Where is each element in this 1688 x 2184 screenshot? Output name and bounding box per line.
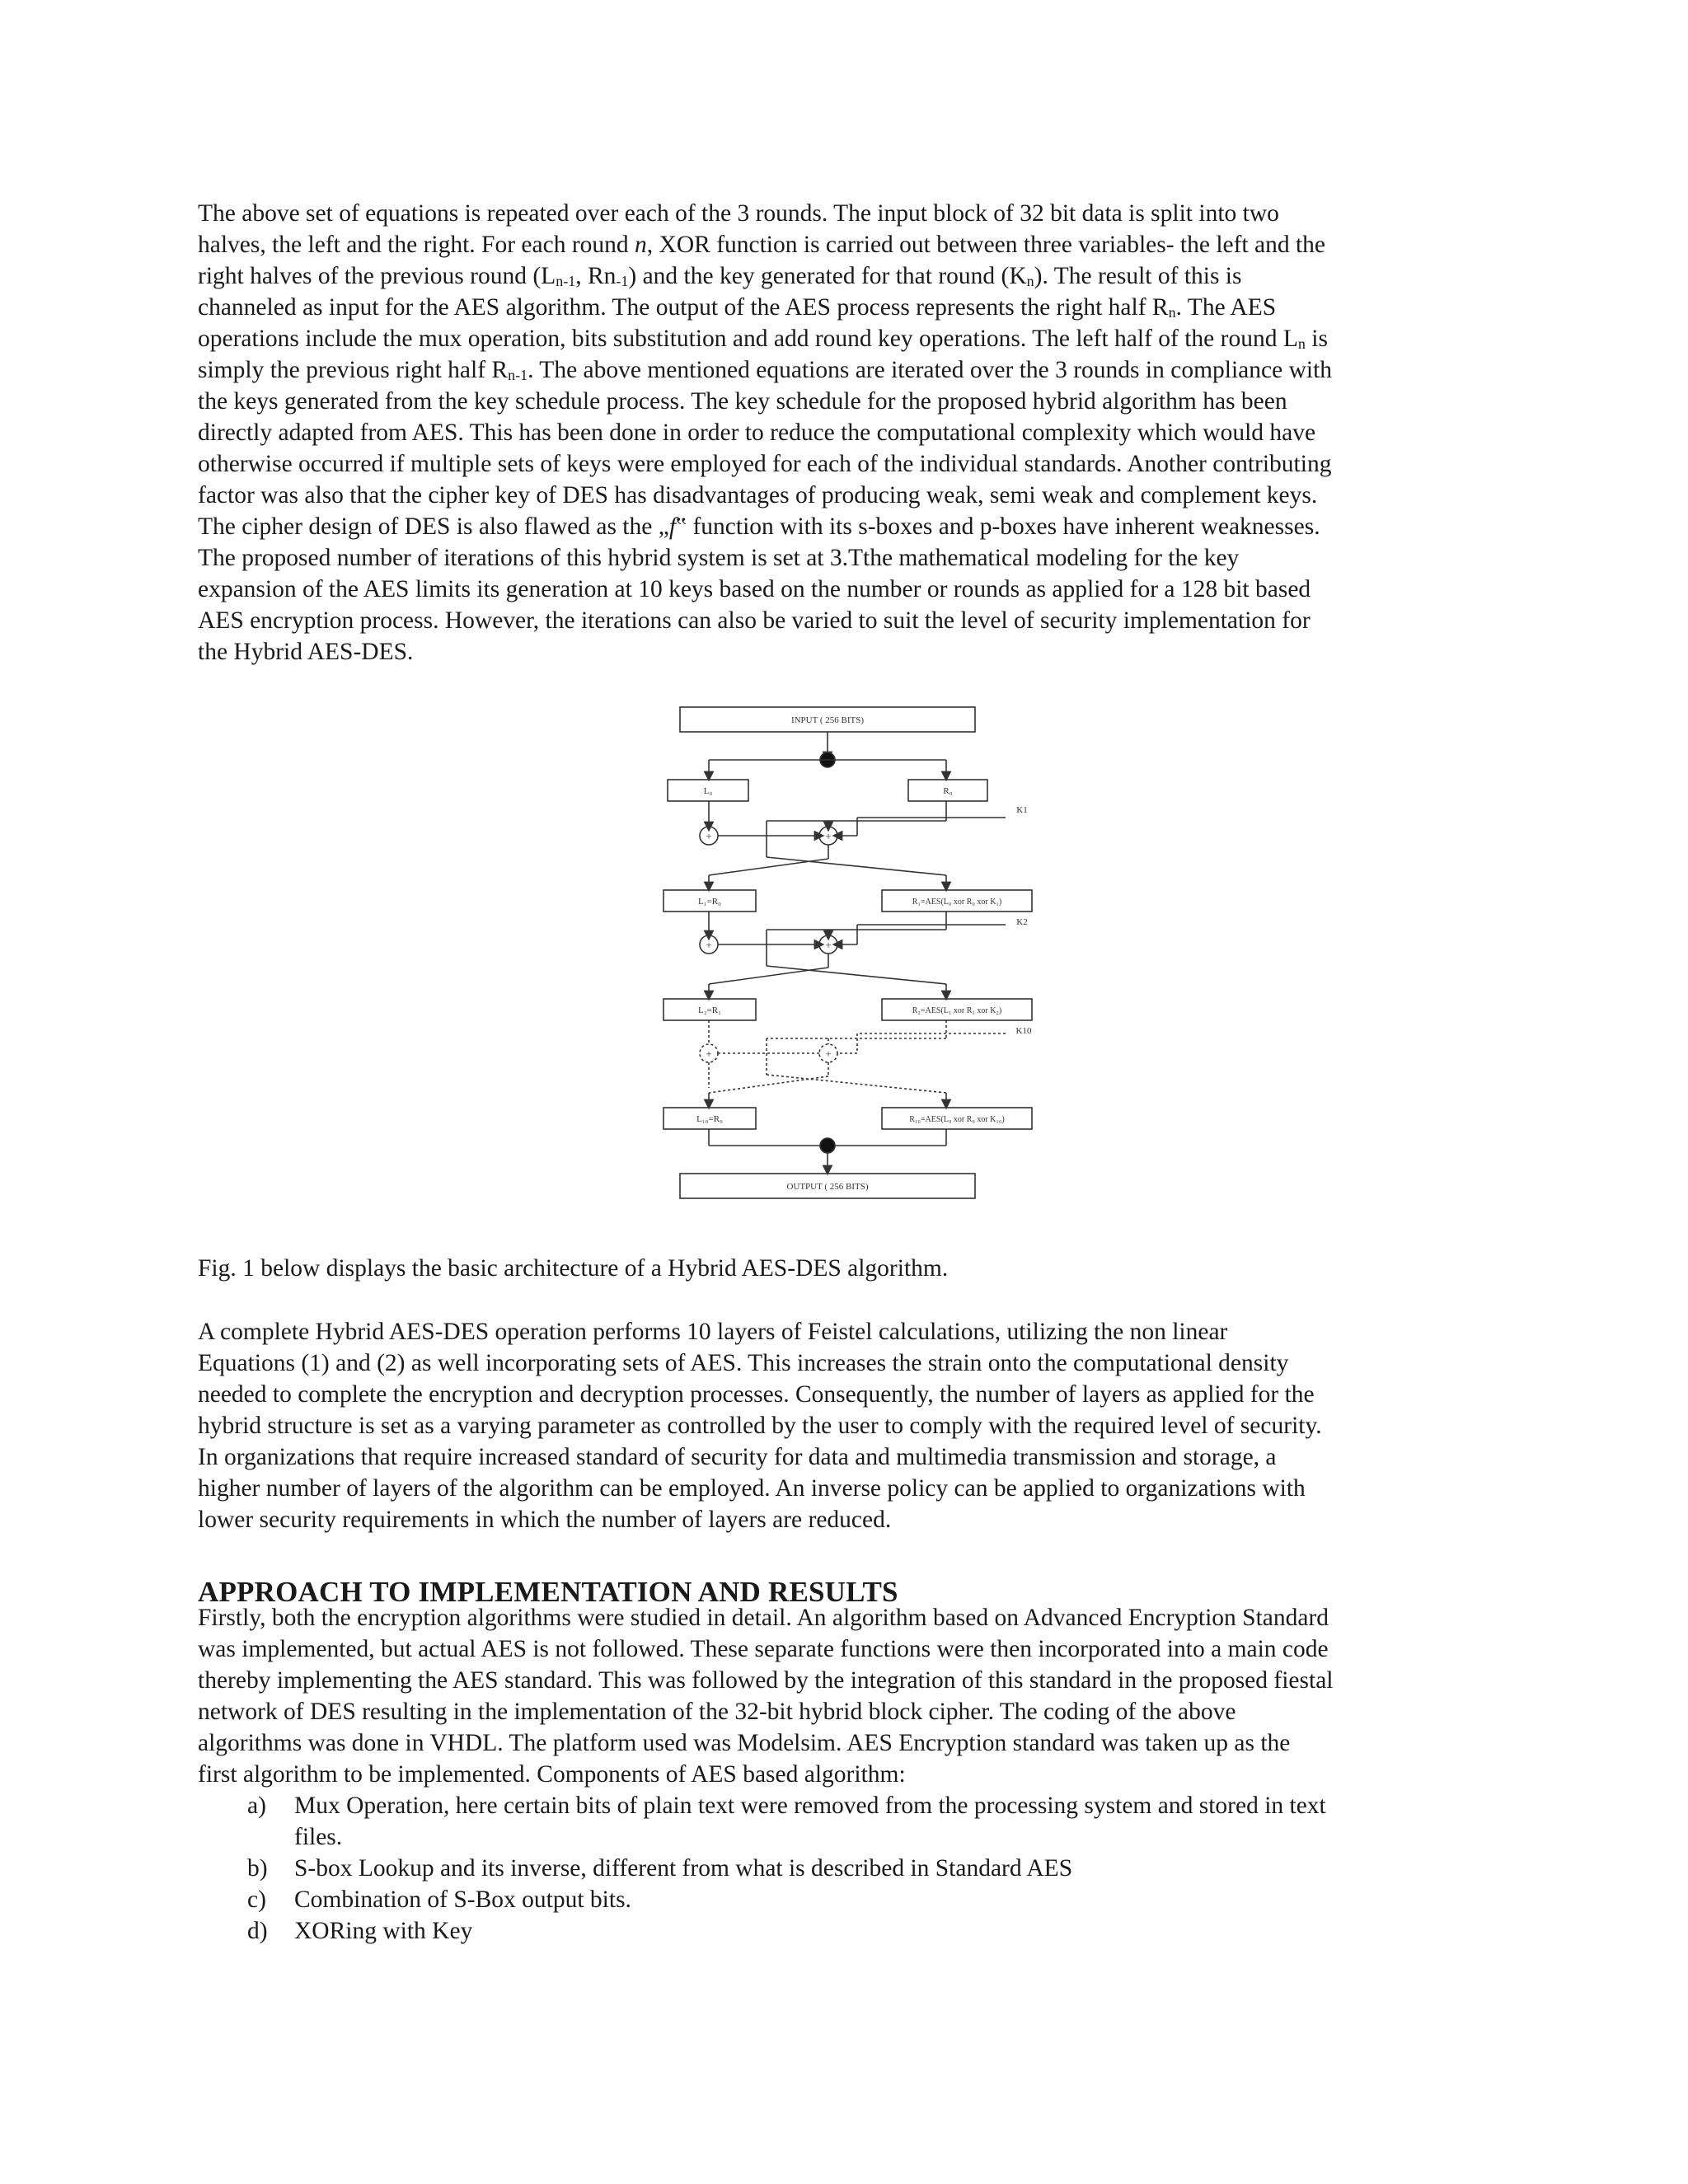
text-line: simply the previous right half $R_{n-1}$. The above mentioned equations are iterated over the 3 rounds in compliance with xyxy=(198,357,1333,383)
text-line: halves, the left and the right. For each round n, XOR function is carried out between three variables- the left and the xyxy=(198,232,1326,258)
list-marker: d) xyxy=(247,1918,268,1944)
text-line: the Hybrid AES-DES. xyxy=(198,639,414,665)
xor-symbol: + xyxy=(706,830,712,842)
text-line: network of DES resulting in the implementation of the 32-bit hybrid block cipher. The coding of the above xyxy=(198,1699,1236,1725)
text-line: first algorithm to be implemented. Components of AES based algorithm: xyxy=(198,1761,906,1788)
text-line: the keys generated from the key schedule process. The key schedule for the proposed hybrid algorithm has been xyxy=(198,388,1287,415)
k2-label: K2 xyxy=(1016,917,1028,927)
xor-symbol: + xyxy=(706,1047,712,1060)
paragraph-feistel-description xyxy=(198,198,1500,668)
input-label: INPUT ( 256 BITS) xyxy=(790,715,865,725)
xor-symbol: + xyxy=(706,939,712,951)
text-line: A complete Hybrid AES-DES operation performs 10 layers of Feistel calculations, utilizing the non linear xyxy=(198,1319,1228,1345)
l1-label: L₁=R₀ xyxy=(698,897,721,907)
k1-label: K1 xyxy=(1016,805,1028,815)
aes-components-list xyxy=(198,1790,1500,1947)
text-line: hybrid structure is set as a varying parameter as controlled by the user to comply with the required level of security. xyxy=(198,1413,1322,1439)
text-line: needed to complete the encryption and decryption processes. Consequently, the number of layers as applied for the xyxy=(198,1381,1315,1408)
section-heading: APPROACH TO IMPLEMENTATION AND RESULTS xyxy=(198,1576,898,1608)
list-item-text: Combination of S-Box output bits. xyxy=(294,1886,631,1913)
paragraph-layers xyxy=(198,1316,1500,1535)
text-line: Equations (1) and (2) as well incorporating sets of AES. This increases the strain onto the computational density xyxy=(198,1350,1289,1376)
function-f: f xyxy=(668,513,677,540)
list-item-text: files. xyxy=(294,1824,343,1850)
list-item-text: XORing with Key xyxy=(294,1918,473,1944)
list-item-text: S-box Lookup and its inverse, different from what is described in Standard AES xyxy=(294,1855,1073,1882)
text-line: The cipher design of DES is also flawed as the „f‟ function with its s-boxes and p-boxes have inherent weaknesses. xyxy=(198,513,1320,540)
text-line: otherwise occurred if multiple sets of keys were employed for each of the individual standards. Another contributing xyxy=(198,451,1332,477)
list-item-text: Mux Operation, here certain bits of plain text were removed from the processing system and stored in text xyxy=(294,1793,1326,1819)
l2-label: L₂=R₁ xyxy=(698,1005,721,1015)
list-marker: c) xyxy=(247,1886,266,1913)
merge-node xyxy=(820,1138,835,1153)
list-item xyxy=(198,1884,1500,1915)
list-item xyxy=(198,1853,1500,1884)
list-item xyxy=(198,1915,1500,1947)
figure-caption xyxy=(198,1253,1500,1284)
text-line: right halves of the previous round ($L_{n-1}$, $Rn_{-1}$) and the key generated for that round $(K_n)$. The result of this is xyxy=(198,263,1242,289)
text-line: Firstly, both the encryption algorithms were studied in detail. An algorithm based on Advanced Encryption Standard xyxy=(198,1605,1329,1631)
caption-text: Fig. 1 below displays the basic architecture of a Hybrid AES-DES algorithm. xyxy=(198,1255,949,1282)
text-line: algorithms was done in VHDL. The platform used was Modelsim. AES Encryption standard was taken up as the xyxy=(198,1730,1291,1756)
l10-label: L₁₀=R₉ xyxy=(696,1114,723,1124)
text-line: was implemented, but actual AES is not followed. These separate functions were then incorporated into a main code xyxy=(198,1636,1329,1662)
xor-symbol: + xyxy=(825,830,832,842)
variable-n: n xyxy=(635,232,647,258)
output-label: OUTPUT ( 256 BITS) xyxy=(786,1182,869,1192)
text-line: The above set of equations is repeated over each of the 3 rounds. The input block of 32 bit data is split into two xyxy=(198,200,1279,227)
text-line: operations include the mux operation, bits substitution and add round key operations. The left half of the round $L_n$ is xyxy=(198,326,1328,352)
xor-symbol: + xyxy=(825,939,832,951)
r10-label: R₁₀=AES(L₉ xor R₉ xor K₁₀) xyxy=(909,1115,1005,1124)
text-line: factor was also that the cipher key of DES has disadvantages of producing weak, semi weak and complement keys. xyxy=(198,482,1318,509)
r2-label: R₂=AES(L₁ xor R₁ xor K₂) xyxy=(912,1006,1002,1015)
text-line: thereby implementing the AES standard. This was followed by the integration of this standard in the proposed fiestal xyxy=(198,1667,1334,1694)
list-item xyxy=(198,1790,1500,1853)
xor-symbol: + xyxy=(825,1047,832,1060)
r0-label: R₀ xyxy=(943,786,953,796)
figure-hybrid-aes-des-diagram xyxy=(643,701,1071,1220)
list-marker: a) xyxy=(247,1793,266,1819)
text-line: In organizations that require increased standard of security for data and multimedia transmission and storage, a xyxy=(198,1444,1277,1470)
l0-label: L₀ xyxy=(703,786,713,796)
text-line: The proposed number of iterations of this hybrid system is set at 3.Tthe mathematical modeling for the key xyxy=(198,545,1240,571)
text-line: higher number of layers of the algorithm can be employed. An inverse policy can be applied to organizations with xyxy=(198,1475,1306,1502)
text-line: lower security requirements in which the number of layers are reduced. xyxy=(198,1507,892,1533)
text-line: directly adapted from AES. This has been done in order to reduce the computational complexity which would have xyxy=(198,419,1316,446)
paragraph-implementation xyxy=(198,1602,1500,1790)
list-marker: b) xyxy=(247,1855,268,1882)
r1-label: R₁=AES(L₀ xor R₀ xor K₁) xyxy=(912,898,1002,907)
text-line: channeled as input for the AES algorithm. The output of the AES process represents the right half $R_n$. The AES xyxy=(198,294,1277,321)
text-line: expansion of the AES limits its generation at 10 keys based on the number or rounds as applied for a 128 bit based xyxy=(198,576,1311,602)
k10-label: K10 xyxy=(1015,1026,1032,1036)
text-line: AES encryption process. However, the iterations can also be varied to suit the level of security implementation for xyxy=(198,607,1311,634)
